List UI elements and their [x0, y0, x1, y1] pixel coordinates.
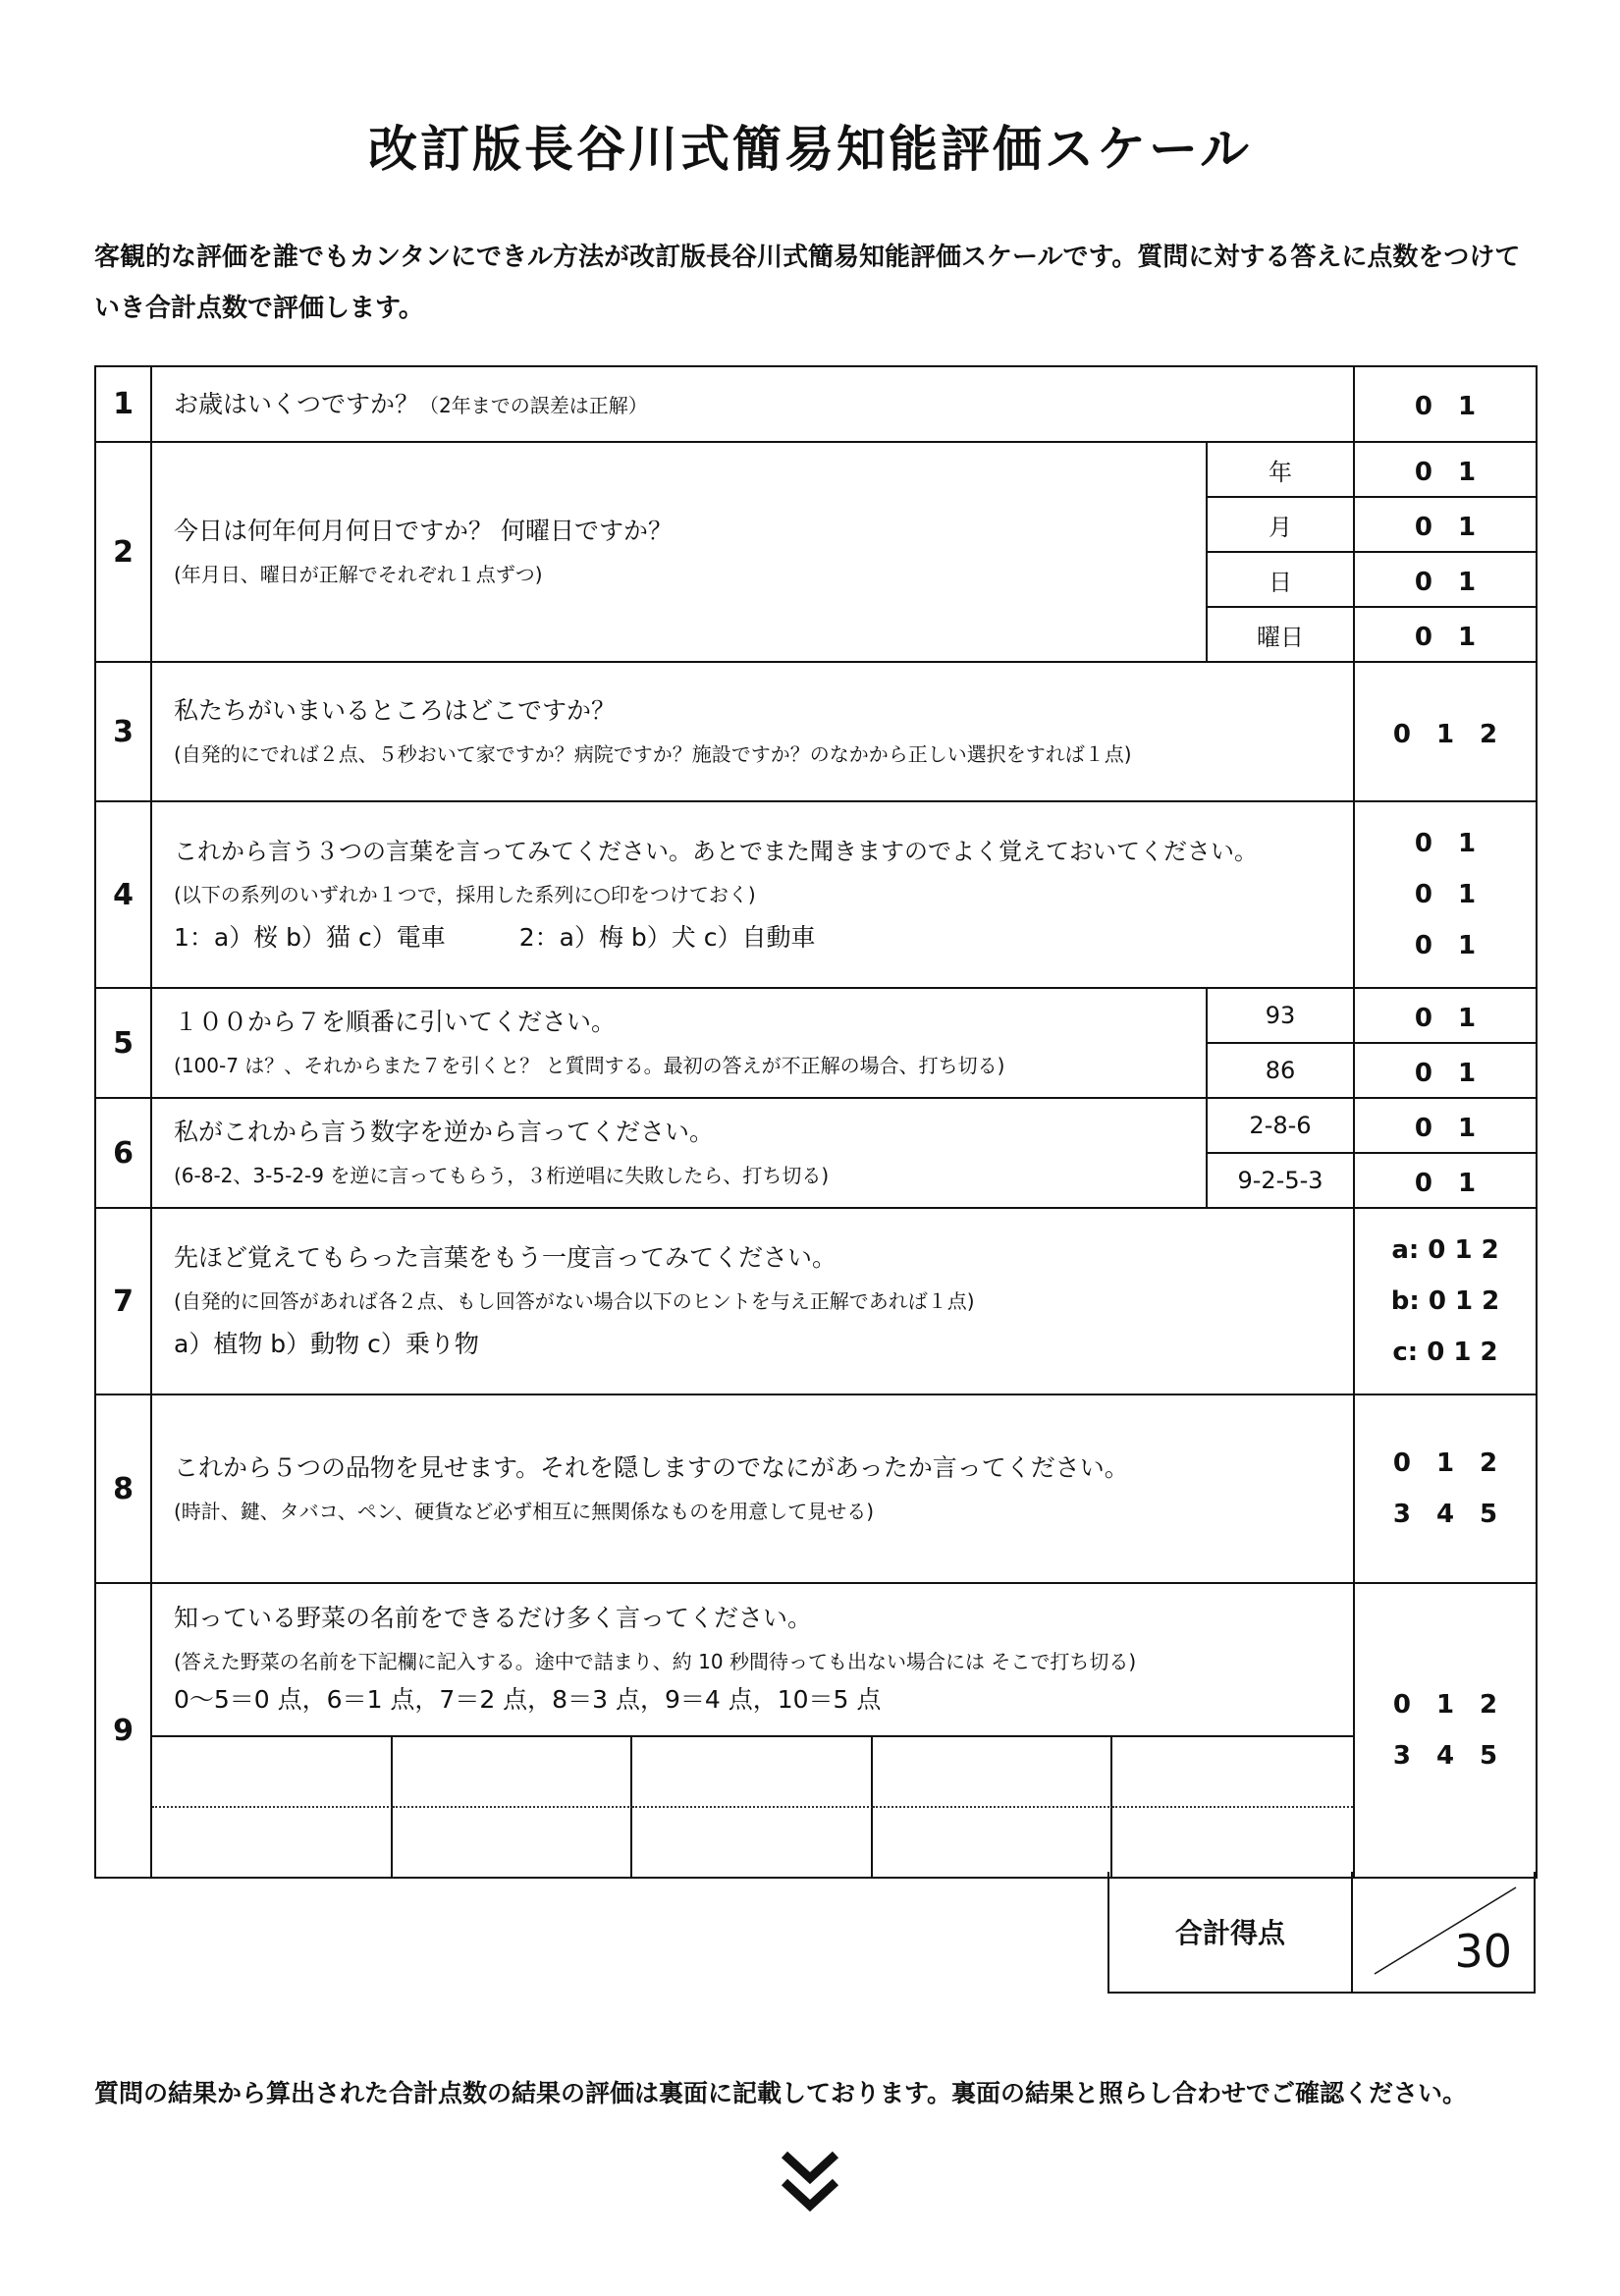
question-row-5	[95, 988, 1537, 1043]
question-note: (100-7 は？、それからまた７を引くと？ と質問する。最初の答えが不正解の場合、打ち切る)	[174, 1054, 1005, 1077]
vegetable-answer-grid	[152, 1737, 1353, 1877]
score-options[interactable]: 0 1 2	[1354, 662, 1537, 801]
footer-note: 質問の結果から算出された合計点数の結果の評価は裏面に記載しております。裏面の結果と照らし合わせでご確認ください。	[94, 2079, 1468, 2107]
score-options[interactable]: 0 1	[1354, 607, 1537, 662]
score-options[interactable]: 0 1	[1354, 988, 1537, 1043]
question-text: 先ほど覚えてもらった言葉をもう一度言ってみてください。	[174, 1243, 837, 1272]
score-option[interactable]: b: 0 1 2	[1390, 1286, 1500, 1316]
assessment-table	[94, 365, 1538, 1879]
question-number: 8	[95, 1394, 151, 1583]
scoring-rule: 0～5＝0 点，6＝1 点，7＝2 点，8＝3 点，9＝4 点，10＝5 点	[174, 1685, 882, 1714]
total-box	[1107, 1872, 1536, 1994]
hint-words: a）植物 b）動物 c）乗り物	[174, 1330, 479, 1358]
double-chevron-down-icon	[779, 2147, 841, 2215]
sub-item-label: 2-8-6	[1207, 1098, 1354, 1153]
answer-cell[interactable]	[152, 1808, 393, 1877]
answer-cell[interactable]	[393, 1737, 633, 1808]
score-options[interactable]: 0 1	[1354, 366, 1537, 442]
question-number: 6	[95, 1098, 151, 1208]
sub-item-label: 月	[1207, 497, 1354, 552]
question-row-1	[95, 366, 1537, 442]
question-text: 知っている野菜の名前をできるだけ多く言ってください。	[174, 1604, 813, 1632]
sub-item-label: 93	[1207, 988, 1354, 1043]
answer-cell[interactable]	[873, 1737, 1113, 1808]
answer-cell[interactable]	[393, 1808, 633, 1877]
question-text-cell	[151, 1583, 1354, 1878]
sub-item-label: 曜日	[1207, 607, 1354, 662]
score-options[interactable]: 0 1	[1354, 552, 1537, 607]
question-row-6	[95, 1098, 1537, 1153]
question-note: (年月日、曜日が正解でそれぞれ１点ずつ)	[174, 563, 543, 586]
intro-text: 客観的な評価を誰でもカンタンにできル方法が改訂版長谷川式簡易知能評価スケールです。質問に対する答えに点数をつけていき合計点数で評価します。	[94, 243, 1521, 323]
question-text-cell	[151, 988, 1207, 1098]
question-text: １００から７を順番に引いてください。	[174, 1008, 617, 1036]
question-number: 4	[95, 801, 151, 988]
question-number: 7	[95, 1208, 151, 1394]
question-note: (以下の系列のいずれか１つで，採用した系列に○印をつけておく)	[174, 883, 756, 906]
score-option[interactable]: c: 0 1 2	[1392, 1338, 1498, 1367]
score-options	[1354, 1394, 1537, 1583]
question-text: お歳はいくつですか？	[174, 389, 420, 418]
question-text-cell	[151, 1098, 1207, 1208]
score-options	[1354, 1583, 1537, 1878]
question-row-7	[95, 1208, 1537, 1394]
score-option[interactable]: a: 0 1 2	[1391, 1235, 1499, 1265]
answer-cell[interactable]	[632, 1808, 873, 1877]
total-max-score: 30	[1454, 1925, 1512, 1978]
score-option[interactable]: 0 1	[1414, 880, 1477, 909]
question-text-cell	[151, 801, 1354, 988]
question-text: 今日は何年何月何日ですか？ 何曜日ですか？	[174, 517, 673, 545]
question-number: 3	[95, 662, 151, 801]
score-options[interactable]: 0 1	[1354, 1153, 1537, 1208]
question-text-cell	[151, 1208, 1354, 1394]
score-options	[1354, 1208, 1537, 1394]
question-note: (自発的に回答があれば各２点、もし回答がない場合以下のヒントを与え正解であれば１点)	[174, 1289, 975, 1313]
question-number: 5	[95, 988, 151, 1098]
score-option[interactable]: 0 1 2	[1392, 1690, 1498, 1720]
question-note: (時計、鍵、タバコ、ペン、硬貨など必ず相互に無関係なものを用意して見せる)	[174, 1500, 875, 1523]
sub-item-label: 9-2-5-3	[1207, 1153, 1354, 1208]
question-text: これから５つの品物を見せます。それを隠しますのでなにがあったか言ってください。	[174, 1453, 1129, 1482]
answer-cell[interactable]	[873, 1808, 1113, 1877]
question-row-2	[95, 442, 1537, 497]
question-text: これから言う３つの言葉を言ってみてください。あとでまた聞きますのでよく覚えておいてください。	[174, 838, 1258, 865]
question-note: (自発的にでれば２点、５秒おいて家ですか？病院ですか？施設ですか？のなかから正しい選択をすれば１点)	[174, 742, 1132, 766]
answer-cell[interactable]	[1112, 1808, 1353, 1877]
question-number: 2	[95, 442, 151, 662]
score-options[interactable]: 0 1	[1354, 497, 1537, 552]
question-row-3	[95, 662, 1537, 801]
total-label: 合計得点	[1109, 1872, 1353, 1992]
question-text: 私たちがいまいるところはどこですか？	[174, 696, 617, 725]
score-option[interactable]: 0 1	[1414, 931, 1477, 960]
question-note: （2年までの誤差は正解）	[419, 393, 648, 417]
question-row-9	[95, 1583, 1537, 1878]
question-number: 1	[95, 366, 151, 442]
answer-cell[interactable]	[1112, 1737, 1353, 1808]
score-options	[1354, 801, 1537, 988]
question-note: (答えた野菜の名前を下記欄に記入する。途中で詰まり、約 10 秒間待っても出ない場合には そこで打ち切る)	[174, 1650, 1137, 1673]
question-row-4	[95, 801, 1537, 988]
score-options[interactable]: 0 1	[1354, 442, 1537, 497]
score-option[interactable]: 0 1	[1414, 829, 1477, 858]
question-text: 私がこれから言う数字を逆から言ってください。	[174, 1118, 715, 1146]
question-row-8	[95, 1394, 1537, 1583]
question-body	[152, 1584, 1353, 1737]
score-options[interactable]: 0 1	[1354, 1043, 1537, 1098]
sub-item-label: 年	[1207, 442, 1354, 497]
score-options[interactable]: 0 1	[1354, 1098, 1537, 1153]
question-text-cell	[151, 662, 1354, 801]
question-number: 9	[95, 1583, 151, 1878]
question-text-cell	[151, 442, 1207, 662]
score-option[interactable]: 3 4 5	[1392, 1500, 1498, 1529]
question-note: (6-8-2、3-5-2-9 を逆に言ってもらう，３桁逆唱に失敗したら、打ち切る)	[174, 1164, 830, 1187]
sub-item-label: 日	[1207, 552, 1354, 607]
sub-item-label: 86	[1207, 1043, 1354, 1098]
question-text-cell	[151, 1394, 1354, 1583]
total-score-field[interactable]	[1353, 1872, 1534, 1992]
word-series: 1：a）桜 b）猫 c）電車 2：a）梅 b）犬 c）自動車	[174, 923, 816, 952]
score-option[interactable]: 0 1 2	[1392, 1449, 1498, 1478]
page-title: 改訂版長谷川式簡易知能評価スケール	[368, 121, 1252, 178]
score-option[interactable]: 3 4 5	[1392, 1741, 1498, 1771]
answer-cell[interactable]	[632, 1737, 873, 1808]
answer-cell[interactable]	[152, 1737, 393, 1808]
question-text-cell	[151, 366, 1354, 442]
